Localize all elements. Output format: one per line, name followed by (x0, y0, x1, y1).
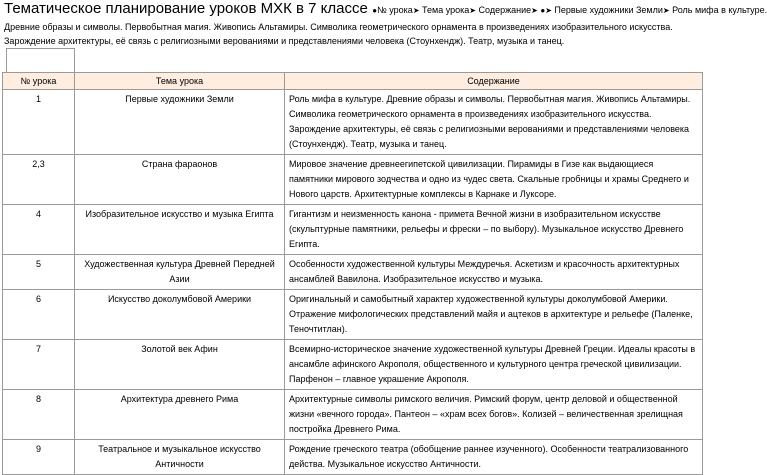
table-row (3, 205, 703, 255)
table-row (3, 90, 703, 155)
lesson-topic: Первые художники Земли (75, 90, 285, 155)
crumb-5: Первые художники Земли (554, 5, 663, 15)
lesson-topic: Изобразительное искусство и музыка Египта (75, 205, 285, 255)
arrow-bullet-icon: ➤ (531, 6, 538, 15)
lesson-num: 9 (3, 440, 75, 475)
lesson-content: Мировое значение древнеегипетской цивилизации. Пирамиды в Гизе как выдающиеся памятники мирового зодчества и одно из чудес света. Скальные гробницы и храмы Среднего и Нового царств. Архитектурные комплексы в Карнаке и Луксоре. (285, 155, 703, 205)
lesson-content: Оригинальный и самобытный характер художественной культуры доколумбовой Америки. Отражение мифологических представлений майя и ацтеков в архитектуре и рельефе (Паленке, Теночтитлан). (285, 290, 703, 340)
crumb-1: № урока (377, 5, 413, 15)
lesson-topic: Архитектура древнего Рима (75, 390, 285, 440)
lesson-num: 1 (3, 90, 75, 155)
crumb-3: Содержание (478, 5, 532, 15)
arrow-bullet-icon: ➤ (412, 6, 420, 15)
lesson-content: Рождение греческого театра (обобщение раннее изученного). Особенности театрализованного действа. Музыкальное искусство Античности. (285, 440, 703, 475)
lesson-content: Архитектурные символы римского величия. Римский форум, центр деловой и общественной жизни «вечного города». Пантеон – «храм всех богов». Колизей – величественная зрелищная постройка Древнего Рима. (285, 390, 703, 440)
table-row (3, 340, 703, 390)
arrow-bullet-icon: ➤ (662, 6, 670, 15)
lesson-num: 8 (3, 390, 75, 440)
crumb-2: Тема урока (422, 5, 470, 15)
lesson-topic: Золотой век Афин (75, 340, 285, 390)
lesson-num: 7 (3, 340, 75, 390)
header-topic: Тема урока (75, 73, 285, 90)
table-row (3, 440, 703, 475)
title-line (4, 0, 767, 19)
header-content: Содержание (285, 73, 703, 90)
lesson-plan-table (2, 72, 703, 475)
header-description: Древние образы и символы. Первобытная магия. Живопись Альтамиры. Символика геометрического орнамента в произведениях изобразительного искусства. Зарождение архитектуры, её связь с религиозными верованиями и представлениями человека (Стоунхендж). Театр, музыка и танец. (4, 22, 673, 46)
table-row (3, 390, 703, 440)
lesson-topic: Художественная культура Древней Передней Азии (75, 255, 285, 290)
page-title: Тематическое планирование уроков МХК в 7 классе (4, 0, 368, 17)
lesson-content: Гигантизм и неизменность канона - примета Вечной жизни в изобразительном искусстве (скульптурные памятники, рельефы и фрески – по выбору). Музыкальное искусство Древнего Египта. (285, 205, 703, 255)
lesson-content: Роль мифа в культуре. Древние образы и символы. Первобытная магия. Живопись Альтамиры. Символика геометрического орнамента в произведениях изобразительного искусства. Зарождение архитектуры, её связь с религиозными верованиями и представлениями человека (Стоунхендж). Театр, музыка и танец. (285, 90, 703, 155)
arrow-bullet-icon: ➤ (469, 6, 476, 15)
table-row (3, 290, 703, 340)
lesson-num: 6 (3, 290, 75, 340)
crumb-6: Роль мифа в культуре. (672, 5, 767, 15)
arrow-bullet-icon: ➤ (545, 6, 552, 15)
bullet-icon: ● (540, 6, 546, 15)
lesson-num: 4 (3, 205, 75, 255)
table-row (3, 155, 703, 205)
lesson-content: Всемирно-историческое значение художественной культуры Древней Греции. Идеалы красоты в ансамбле афинского Акрополя, общественного и культурного центра греческой цивилизации. Парфенон – главное украшение Акрополя. (285, 340, 703, 390)
empty-cell-box (6, 48, 75, 73)
lesson-topic: Искусство доколумбовой Америки (75, 290, 285, 340)
page-header (0, 0, 767, 48)
header-num: № урока (3, 73, 75, 90)
lesson-topic: Театральное и музыкальное искусство Античности (75, 440, 285, 475)
bullet-icon: ● (372, 6, 378, 15)
breadcrumb (372, 5, 767, 15)
lesson-topic: Страна фараонов (75, 155, 285, 205)
lesson-num: 2,3 (3, 155, 75, 205)
table-row (3, 255, 703, 290)
table-header-row (3, 73, 703, 90)
lesson-content: Особенности художественной культуры Междуречья. Аскетизм и красочность архитектурных ансамблей Вавилона. Изобразительное искусство и музыка. (285, 255, 703, 290)
lesson-num: 5 (3, 255, 75, 290)
